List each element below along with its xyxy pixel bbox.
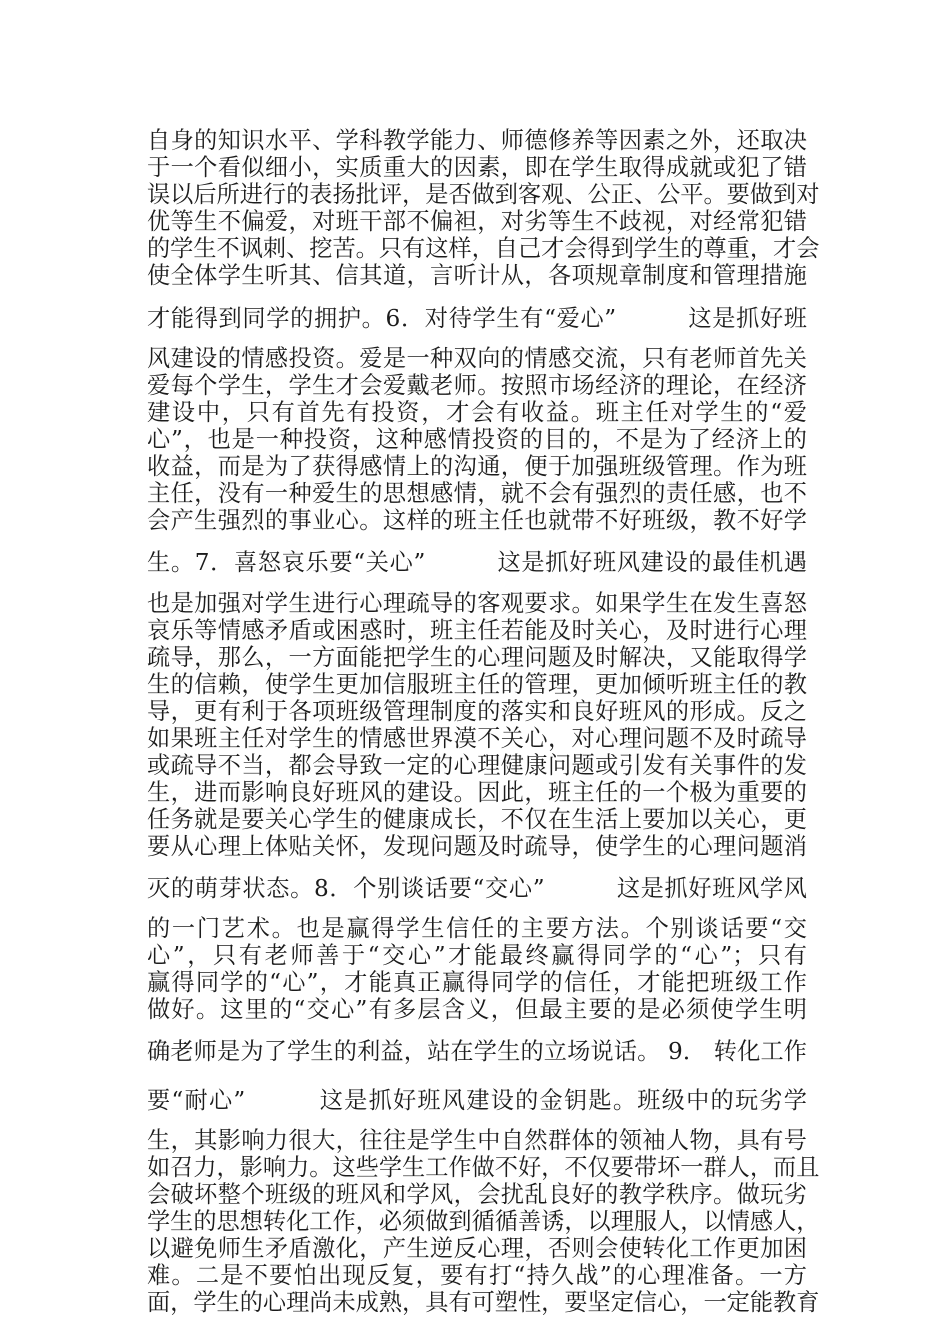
text-line: 心”，也是一种投资，这种感情投资的目的，不是为了经济上的 <box>147 426 807 453</box>
text-line: 误以后所进行的表扬批评，是否做到客观、公正、公平。要做到对 <box>147 181 820 208</box>
text-line: 风建设的情感投资。爱是一种双向的情感交流，只有老师首先关 <box>147 345 807 372</box>
text-line: 于一个看似细小，实质重大的因素，即在学生取得成就或犯了错 <box>147 154 807 181</box>
text-line: 确老师是为了学生的利益，站在学生的立场说话。 9． 转化工作 <box>147 1038 807 1065</box>
text-line: 主任，没有一种爱生的思想感情，就不会有强烈的责任感，也不 <box>147 480 807 507</box>
text-line: 要从心理上体贴关怀，发现问题及时疏导，使学生的心理问题消 <box>147 833 807 860</box>
text-line: 疏导，那么，一方面能把学生的心理问题及时解决，又能取得学 <box>147 644 807 671</box>
text-line: 生，进而影响良好班风的建设。因此，班主任的一个极为重要的 <box>147 779 807 806</box>
text-line: 难。二是不要怕出现反复，要有打“持久战”的心理准备。一方 <box>147 1262 807 1289</box>
text-line: 生。7．喜怒哀乐要“关心” 这是抓好班风建设的最佳机遇 <box>147 549 807 576</box>
text-line: 也是加强对学生进行心理疏导的客观要求。如果学生在发生喜怒 <box>147 590 807 617</box>
text-line: 的一门艺术。也是赢得学生信任的主要方法。个别谈话要“交 <box>147 915 807 942</box>
text-line: 赢得同学的“心”，才能真正赢得同学的信任，才能把班级工作 <box>147 969 807 996</box>
text-line: 生，其影响力很大，往往是学生中自然群体的领袖人物，具有号 <box>147 1127 807 1154</box>
text-line: 生的信赖，使学生更加信服班主任的管理，更加倾听班主任的教 <box>147 671 807 698</box>
text-line: 的学生不讽刺、挖苦。只有这样，自己才会得到学生的尊重，才会 <box>147 235 820 262</box>
text-line: 如果班主任对学生的情感世界漠不关心，对心理问题不及时疏导 <box>147 725 807 752</box>
text-line: 爱每个学生，学生才会爱戴老师。按照市场经济的理论，在经济 <box>147 372 807 399</box>
text-line: 如召力，影响力。这些学生工作做不好，不仅要带坏一群人，而且 <box>147 1154 820 1181</box>
text-line: 或疏导不当，都会导致一定的心理健康问题或引发有关事件的发 <box>147 752 807 779</box>
text-line: 会破坏整个班级的班风和学风，会扰乱良好的教学秩序。做玩劣 <box>147 1181 807 1208</box>
text-line: 哀乐等情感矛盾或困惑时，班主任若能及时关心，及时进行心理 <box>147 617 807 644</box>
text-line: 自身的知识水平、学科教学能力、师德修养等因素之外，还取决 <box>147 127 807 154</box>
text-line: 学生的思想转化工作，必须做到循循善诱，以理服人，以情感人， <box>147 1208 820 1235</box>
text-line: 导，更有利于各项班级管理制度的落实和良好班风的形成。反之 <box>147 698 807 725</box>
text-line: 要“耐心” 这是抓好班风建设的金钥匙。班级中的玩劣学 <box>147 1087 807 1114</box>
text-line: 以避免师生矛盾激化，产生逆反心理，否则会使转化工作更加困 <box>147 1235 807 1262</box>
text-line: 面，学生的心理尚未成熟，具有可塑性，要坚定信心，一定能教育 <box>147 1289 820 1316</box>
text-line: 才能得到同学的拥护。6．对待学生有“爱心” 这是抓好班 <box>147 305 807 332</box>
text-line: 建设中，只有首先有投资，才会有收益。班主任对学生的“爱 <box>147 399 807 426</box>
text-line: 收益，而是为了获得感情上的沟通，便于加强班级管理。作为班 <box>147 453 807 480</box>
text-line: 心”，只有老师善于“交心”才能最终赢得同学的“心”；只有 <box>147 942 807 969</box>
text-line: 灭的萌芽状态。8．个别谈话要“交心” 这是抓好班风学风 <box>147 875 807 902</box>
text-line: 做好。这里的“交心”有多层含义，但最主要的是必须使学生明 <box>147 996 807 1023</box>
text-line: 会产生强烈的事业心。这样的班主任也就带不好班级，教不好学 <box>147 507 807 534</box>
text-line: 使全体学生听其、信其道，言听计从，各项规章制度和管理措施 <box>147 262 807 289</box>
text-line: 任务就是要关心学生的健康成长，不仅在生活上要加以关心，更 <box>147 806 807 833</box>
text-line: 优等生不偏爱，对班干部不偏袒，对劣等生不歧视，对经常犯错 <box>147 208 807 235</box>
